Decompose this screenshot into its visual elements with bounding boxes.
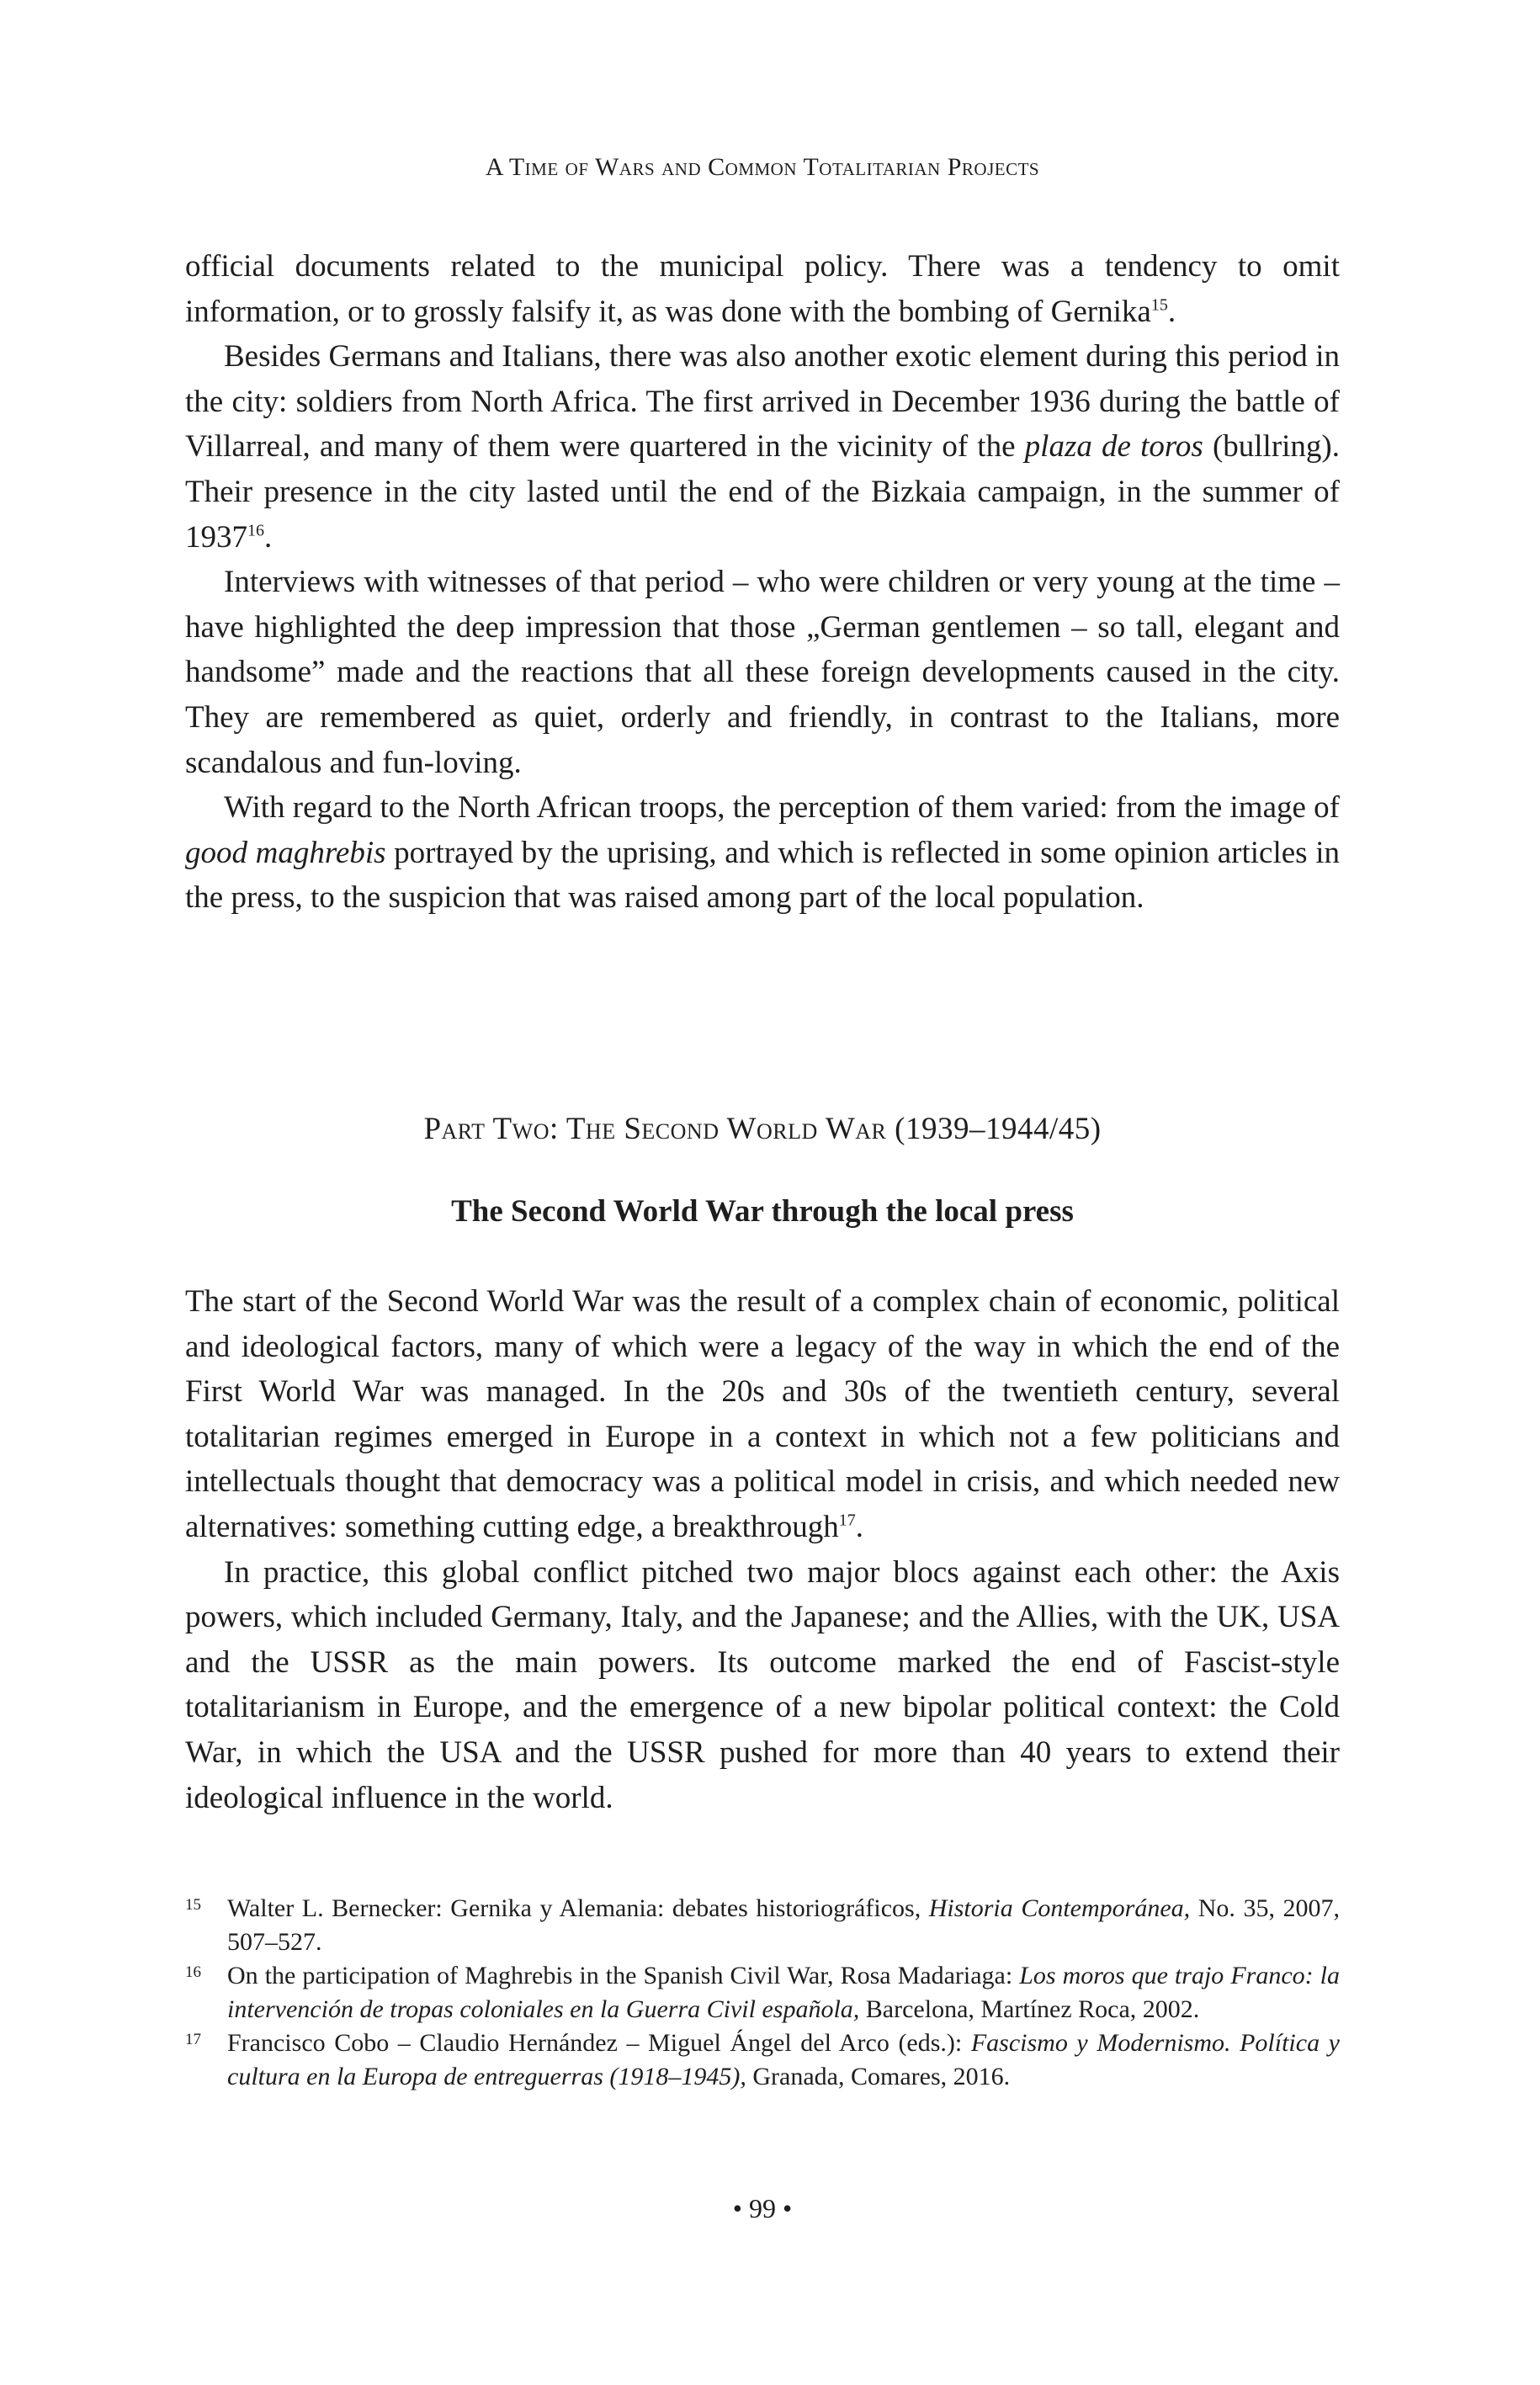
paragraph	[185, 1550, 1340, 1821]
text-run: On the participation of Maghrebis in the Spanish Civil War, Rosa Madariaga:	[227, 1962, 1020, 1989]
text-run: The start of the Second World War was the result of a complex chain of economic, political and ideological factors, many of which were a legacy of the way in which the end of the First World War was managed. In the 20s and 30s of the twentieth century, several totalitarian regimes emerged in Europe in a context in which not a few politicians and intellectuals thought that democracy was a political model in crisis, and which needed new alternatives: something cutting edge, a breakthrough	[185, 1284, 1340, 1544]
footnote	[185, 1892, 1340, 1959]
paragraph	[185, 244, 1340, 334]
section-one-text	[185, 244, 1340, 921]
paragraph	[185, 785, 1340, 921]
italic-text: good maghrebis	[185, 835, 386, 870]
text-run: Besides Germans and Italians, there was also another exotic element during this period in the city: soldiers from North Africa. The first arrived in December 1936 during the battle of Villarreal, and many of them were quartered in the vicinity of the	[185, 339, 1340, 465]
text-run: With regard to the North African troops, the perception of them varied: from the image of	[224, 790, 1340, 826]
footnote	[185, 2026, 1340, 2094]
footnote-number: 16	[185, 1963, 201, 1981]
footnote-reference[interactable]: 17	[838, 1511, 856, 1530]
section-two-text	[185, 1279, 1340, 1820]
text-run: portrayed by the uprising, and which is reflected in some opinion articles in the press, to the suspicion that was raised among part of the local population.	[185, 835, 1340, 916]
text-run: (bullring). Their presence in the city lasted until the end of the Bizkaia campaign, in the summer of 1937	[185, 429, 1341, 555]
italic-text: Historia Contemporánea,	[928, 1894, 1191, 1922]
footnote-number: 15	[185, 1896, 201, 1914]
text-run: Walter L. Bernecker: Gernika y Alemania: debates historiográficos,	[227, 1894, 929, 1922]
page-number: • 99 •	[732, 2193, 793, 2223]
section-title: The Second World War through the local press	[451, 1194, 1074, 1229]
running-head: A Time of Wars and Common Totalitarian Projects	[485, 153, 1040, 181]
paragraph	[185, 560, 1340, 785]
text-run: Interviews with witnesses of that period – who were children or very young at the time – have highlighted the deep impression that those „German gentlemen – so tall, elegant and handsome” made and the reactions that all these foreign developments caused in the city. They are remembered as quiet, orderly and friendly, in contrast to the Italians, more scandalous and fun-loving.	[185, 565, 1340, 780]
text-run: official documents related to the municipal policy. There was a tendency to omit information, or to grossly falsify it, as was done with the bombing of Gernika	[185, 249, 1340, 329]
text-run: .	[264, 519, 273, 555]
footnote	[185, 1959, 1340, 2026]
text-run: Granada, Comares, 2016.	[746, 2063, 1011, 2090]
italic-text: Fascismo y Modernismo. Política y cultura en la Europa de entreguerras (1918–1945),	[227, 2029, 1340, 2090]
text-run: .	[855, 1509, 864, 1544]
text-run: Barcelona, Martínez Roca, 2002.	[859, 1995, 1200, 2023]
text-run: Francisco Cobo – Claudio Hernández – Miguel Ángel del Arco (eds.):	[227, 2029, 971, 2057]
text-run: .	[1167, 294, 1176, 329]
part-title: Part Two: The Second World War (1939–1944/45)	[423, 1112, 1102, 1146]
footnote-reference[interactable]: 15	[1150, 295, 1168, 315]
paragraph	[185, 334, 1340, 560]
footnotes	[185, 1892, 1340, 2094]
italic-text: Los moros que trajo Franco: la intervención de tropas coloniales en la Guerra Civil española,	[227, 1962, 1340, 2023]
paragraph	[185, 1279, 1340, 1550]
text-run: No. 35, 2007, 507–527.	[227, 1894, 1340, 1956]
italic-text: plaza de toros	[1024, 429, 1203, 465]
footnote-number: 17	[185, 2031, 201, 2048]
text-run: In practice, this global conflict pitched two major blocs against each other: the Axis powers, which included Germany, Italy, and the Japanese; and the Allies, with the UK, USA and the USSR as the main powers. Its outcome marked the end of Fascist-style totalitarianism in Europe, and the emergence of a new bipolar political context: the Cold War, in which the USA and the USSR pushed for more than 40 years to extend their ideological influence in the world.	[185, 1554, 1340, 1815]
footnote-reference[interactable]: 16	[247, 521, 264, 540]
